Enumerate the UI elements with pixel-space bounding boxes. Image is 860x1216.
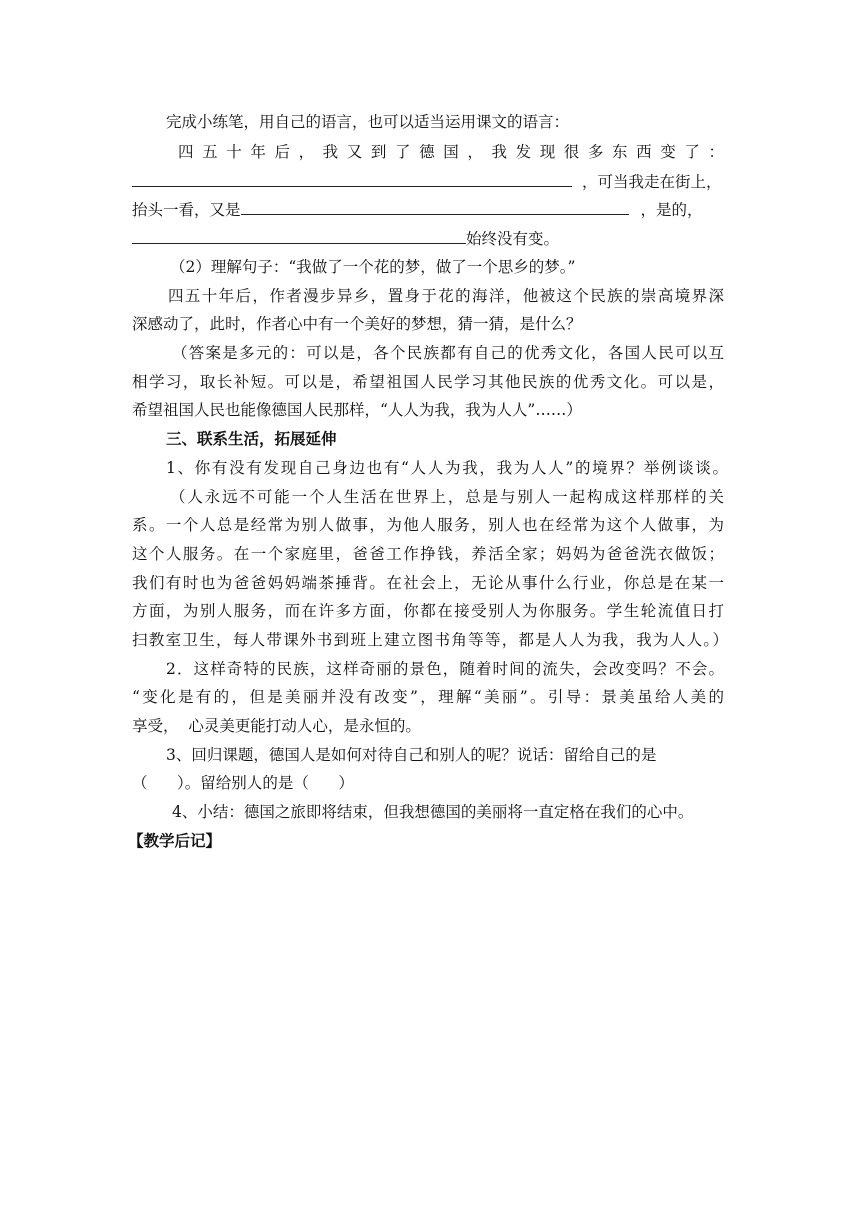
question-2-line: （2）理解句子：“我做了一个花的梦，做了一个思乡的梦。” [170, 258, 576, 276]
section-heading: 三、联系生活，拓展延伸 [166, 429, 337, 448]
explanation-line: 方面，为别人服务，而在许多方面，你都在接受别人为你服务。学生轮流值日打 [132, 602, 724, 620]
instruction-line: 完成小练笔，用自己的语言，也可以适当运用课文的语言： [166, 113, 570, 131]
fill-blank-text: 抬头一看，又是 [132, 201, 241, 219]
explanation-line: 系。一个人总是经常为别人做事，为他人服务，别人也在经常为这个人做事，为 [132, 516, 724, 534]
question-3-line: （ ）。留给别人的是（ ） [132, 774, 354, 792]
explanation-line: （人永远不可能一个人生活在世界上，总是与别人一起构成这样那样的关 [170, 488, 724, 506]
fill-blank-text: ，可当我走在街上， [582, 173, 722, 191]
explanation-line: 这个人服务。在一个家庭里，爸爸工作挣钱，养活全家；妈妈为爸爸洗衣做饭； [132, 545, 724, 563]
fill-blank-line-2 [132, 170, 732, 193]
answer-note-line: （答案是多元的：可以是，各个民族都有自己的优秀文化，各国人民可以互 [172, 344, 724, 362]
fill-blank-text: 始终没有变。 [466, 230, 560, 248]
question-3-line: 3、回归课题，德国人是如何对待自己和别人的呢？说话：留给自己的是 [166, 746, 657, 764]
fill-blank-line-1: 四五十年后，我又到了德国，我发现很多东西变了： [178, 143, 724, 161]
question-2b-line: “变化是有的，但是美丽并没有改变”，理解“美丽”。引导：景美虽给人美的 [132, 688, 724, 706]
answer-note-line: 相学习，取长补短。可以是，希望祖国人民学习其他民族的优秀文化。可以是， [132, 373, 724, 391]
question-2b-line: 享受， 心灵美更能打动人心，是永恒的。 [132, 717, 421, 735]
paragraph-line: 深感动了，此时，作者心中有一个美好的梦想，猜一猜，是什么？ [132, 315, 582, 333]
paragraph-line: 四五十年后，作者漫步异乡，置身于花的海洋，他被这个民族的崇高境界深 [168, 287, 724, 305]
summary-line: 4、小结：德国之旅即将结束，但我想德国的美丽将一直定格在我们的心中。 [172, 803, 694, 821]
fill-blank-line-4 [132, 227, 732, 250]
answer-blank-3[interactable] [132, 227, 466, 244]
answer-blank-1[interactable] [132, 170, 572, 187]
answer-note-line: 希望祖国人民也能像德国人民那样，“人人为我，我为人人”……） [132, 401, 582, 419]
teaching-notes-heading: 【教学后记】 [128, 831, 222, 850]
explanation-line: 我们有时也为爸爸妈妈端茶捶背。在社会上，无论从事什么行业，你总是在某一 [132, 574, 724, 592]
answer-blank-2[interactable] [241, 198, 629, 215]
explanation-line: 扫教室卫生，每人带课外书到班上建立图书角等等，都是人人为我，我为人人。） [132, 631, 728, 649]
question-1-line: 1、你有没有发现自己身边也有“人人为我，我为人人”的境界？举例谈谈。 [166, 459, 728, 477]
fill-blank-line-3 [132, 198, 732, 221]
question-2b-line: 2．这样奇特的民族，这样奇丽的景色，随着时间的流失，会改变吗？不会。 [166, 660, 724, 678]
fill-blank-text: ，是的， [640, 201, 703, 219]
